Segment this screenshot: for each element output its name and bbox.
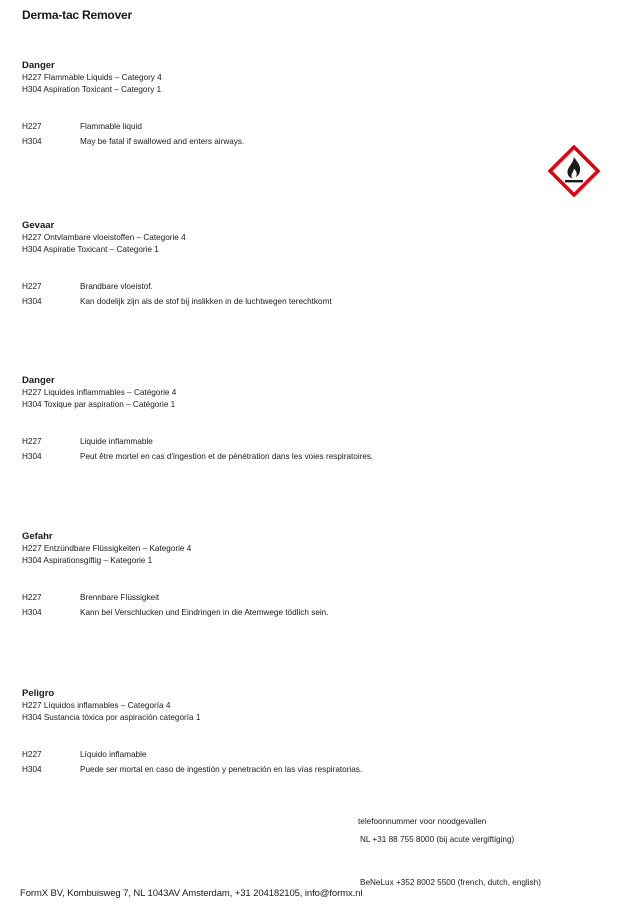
statement-text: Peut être mortel en cas d'ingestion et de pénétration dans les voies respiratoires. xyxy=(80,451,374,461)
classification-line: H227 Liquides inflammables – Catégorie 4 xyxy=(22,388,177,397)
hazard-statement xyxy=(22,763,612,778)
statement-text: May be fatal if swallowed and enters airways. xyxy=(80,136,245,146)
classification-line: H304 Aspiration Toxicant – Category 1 xyxy=(22,85,162,94)
emergency-phone-benelux: BeNeLux +352 8002 5500 (french, dutch, english) xyxy=(360,878,541,887)
statement-code: H227 xyxy=(22,593,42,602)
hazard-statement xyxy=(22,120,612,135)
classification-line: H304 Aspirationsgiftig – Kategorie 1 xyxy=(22,556,153,565)
statement-code: H304 xyxy=(22,451,42,461)
statement-code: H304 xyxy=(22,764,42,774)
classification-line: H227 Líquidos inflamables – Categoría 4 xyxy=(22,701,171,710)
hazard-section-en xyxy=(22,59,612,149)
classification-line: H227 Entzündbare Flüssigkeiten – Kategorie 4 xyxy=(22,544,192,553)
document-title: Derma-tac Remover xyxy=(22,8,132,22)
company-footer: FormX BV, Kombuisweg 7, NL 1043AV Amsterdam, +31 204182105, info@formx.nl xyxy=(20,888,363,899)
signal-word: Gefahr xyxy=(22,531,53,542)
signal-word: Danger xyxy=(22,375,55,386)
hazard-statement xyxy=(22,748,612,763)
emergency-phone-nl: NL +31 88 755 8000 (bij acute vergiftiging) xyxy=(360,835,515,844)
statement-text: Brandbare vloeistof. xyxy=(80,282,153,291)
hazard-statement xyxy=(22,280,612,295)
hazard-statements xyxy=(22,120,612,149)
statement-code: H227 xyxy=(22,122,42,131)
signal-word: Danger xyxy=(22,60,55,71)
hazard-statement xyxy=(22,450,612,465)
statement-text: Líquido inflamable xyxy=(80,750,147,759)
hazard-section-de xyxy=(22,530,612,620)
statement-code: H304 xyxy=(22,607,42,617)
statement-text: Flammable liquid xyxy=(80,122,142,131)
emergency-label: telefoonnummer voor noodgevallen xyxy=(358,817,487,826)
statement-text: Liquide inflammable xyxy=(80,437,153,446)
statement-text: Brennbare Flüssigkeit xyxy=(80,593,160,602)
hazard-section-fr xyxy=(22,374,612,464)
hazard-statement xyxy=(22,135,612,150)
hazard-statement xyxy=(22,295,612,310)
statement-code: H227 xyxy=(22,437,42,446)
statement-code: H227 xyxy=(22,282,42,291)
hazard-section-nl xyxy=(22,219,612,309)
statement-code: H304 xyxy=(22,296,42,306)
classification-line: H227 Ontvlambare vloeistoffen – Categorie 4 xyxy=(22,233,186,242)
hazard-statement xyxy=(22,591,612,606)
hazard-section-es xyxy=(22,687,612,777)
statement-text: Kan dodelijk zijn als de stof bij inslikken in de luchtwegen terechtkomt xyxy=(80,296,332,306)
statement-code: H227 xyxy=(22,750,42,759)
hazard-statements xyxy=(22,280,612,309)
statement-text: Puede ser mortal en caso de ingestión y penetración en las vías respiratorias. xyxy=(80,764,363,774)
classification-line: H304 Sustancia tóxica por aspiración categoría 1 xyxy=(22,713,201,722)
signal-word: Gevaar xyxy=(22,220,55,231)
classification-line: H227 Flammable Liquids – Category 4 xyxy=(22,73,162,82)
hazard-statement xyxy=(22,435,612,450)
signal-word: Peligro xyxy=(22,688,55,699)
statement-text: Kann bei Verschlucken und Eindringen in die Atemwege tödlich sein. xyxy=(80,607,329,617)
flame-hazard-icon xyxy=(548,145,600,197)
hazard-statement xyxy=(22,606,612,621)
statement-code: H304 xyxy=(22,136,42,146)
classification-line: H304 Aspiratie Toxicant – Categorie 1 xyxy=(22,245,159,254)
classification-line: H304 Toxique par aspiration – Catégorie 1 xyxy=(22,400,176,409)
emergency-contact xyxy=(360,816,541,889)
hazard-statements xyxy=(22,591,612,620)
hazard-statements xyxy=(22,435,612,464)
hazard-statements xyxy=(22,748,612,777)
